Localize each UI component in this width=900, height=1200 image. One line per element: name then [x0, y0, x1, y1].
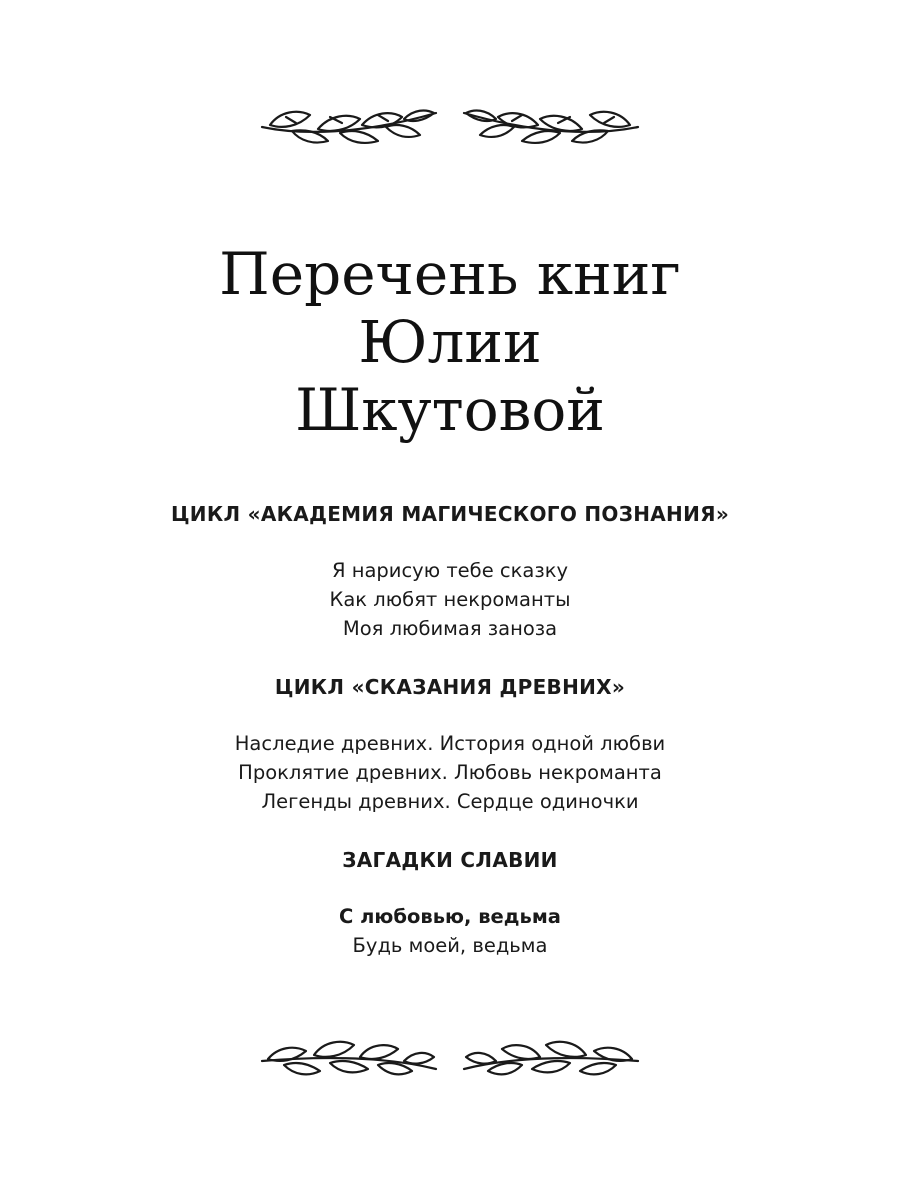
laurel-branch-icon	[0, 1025, 900, 1095]
bottom-laurel-ornament	[0, 1025, 900, 1095]
title-line: Шкутовой	[295, 376, 605, 444]
book-title: Будь моей, ведьма	[352, 934, 548, 957]
cycle-heading: ЗАГАДКИ СЛАВИИ	[342, 848, 558, 872]
title-line: Перечень книг	[219, 240, 681, 308]
book-title: Проклятие древних. Любовь некроманта	[238, 761, 662, 784]
top-laurel-ornament	[0, 95, 900, 165]
cycle-heading: ЦИКЛ «СКАЗАНИЯ ДРЕВНИХ»	[274, 675, 626, 699]
book-title: Моя любимая заноза	[342, 617, 558, 640]
cycle-book-list	[0, 902, 900, 960]
book-title: С любовью, ведьма	[339, 905, 561, 928]
cycle-heading: ЦИКЛ «АКАДЕМИЯ МАГИЧЕСКОГО ПОЗНАНИЯ»	[170, 502, 730, 526]
book-title: Наследие древних. История одной любви	[234, 732, 666, 755]
book-title: Легенды древних. Сердце одиночки	[261, 790, 639, 813]
cycle-book-list	[0, 729, 900, 816]
book-title: Как любят некроманты	[329, 588, 571, 611]
book-title: Я нарисую тебе сказку	[331, 559, 569, 582]
laurel-branch-icon	[0, 95, 900, 165]
book-list-section	[0, 500, 900, 990]
title-line: Юлии	[358, 308, 542, 376]
cycle-book-list	[0, 556, 900, 643]
page-title	[0, 240, 900, 444]
